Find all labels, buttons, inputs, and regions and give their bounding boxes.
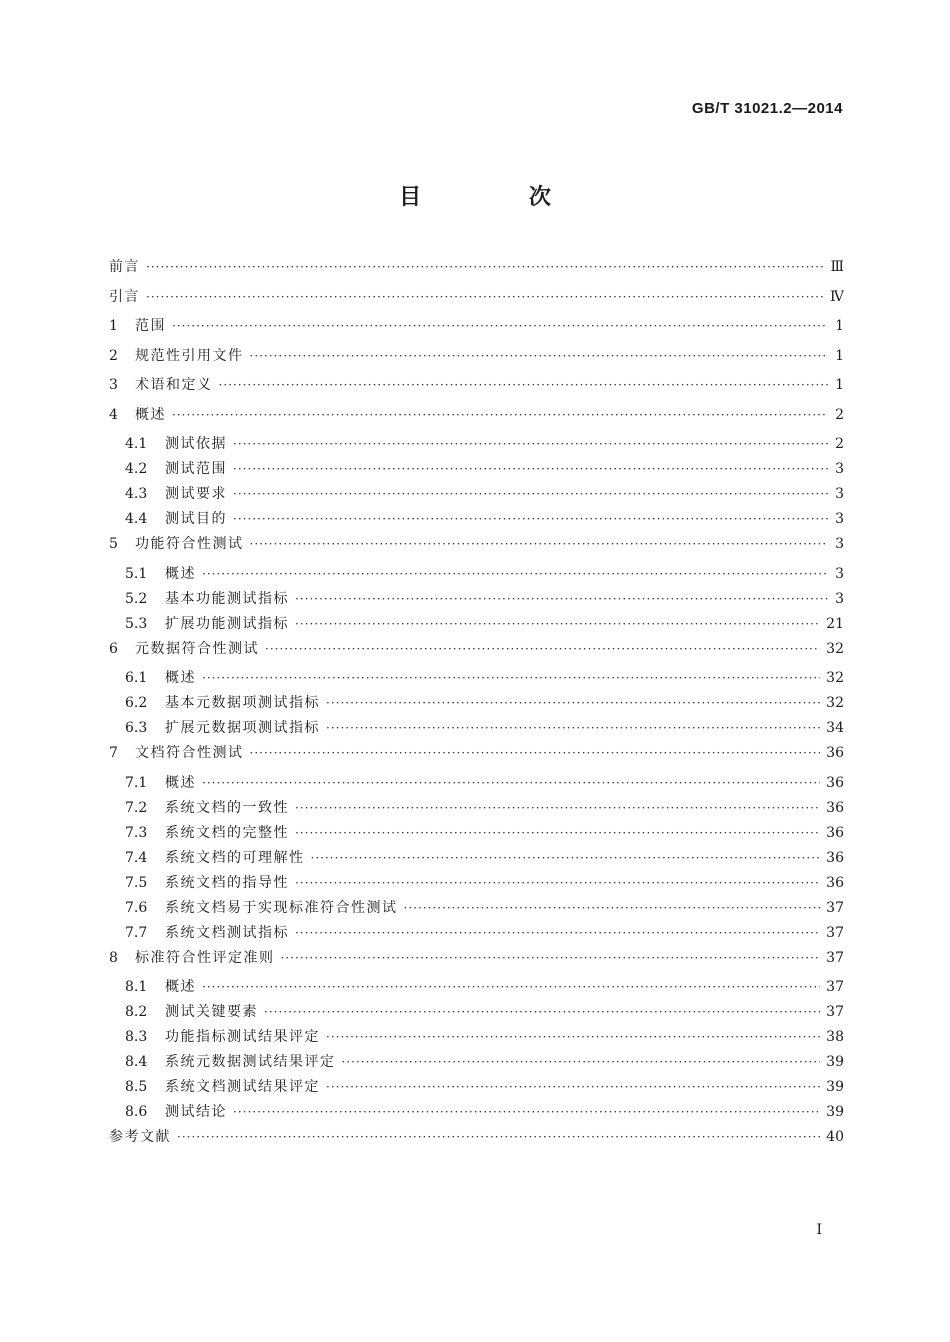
toc-dot-leader <box>219 378 829 392</box>
toc-entry-label: 基本元数据项测试指标 <box>165 695 320 711</box>
toc-entry[interactable] <box>109 345 844 375</box>
toc-entry-number: 6.1 <box>125 670 148 686</box>
toc-entry-label: 系统文档测试结果评定 <box>165 1079 320 1095</box>
toc-entry[interactable] <box>109 374 844 404</box>
toc-entry-label: 元数据符合性测试 <box>135 640 259 657</box>
toc-dot-leader <box>250 349 829 363</box>
table-of-contents <box>109 256 844 1156</box>
toc-entry-page: 39 <box>826 1079 844 1095</box>
toc-entry-page: Ⅳ <box>830 288 844 305</box>
toc-entry-page: 37 <box>826 949 844 966</box>
toc-entry-page: 39 <box>826 1054 844 1070</box>
toc-entry-number: 5 <box>109 536 118 552</box>
toc-entry-number: 1 <box>109 318 118 334</box>
toc-dot-leader <box>172 319 828 333</box>
toc-entry-page: 32 <box>826 695 844 711</box>
toc-entry-page: 1 <box>835 347 844 364</box>
toc-dot-leader <box>264 1005 820 1019</box>
toc-dot-leader <box>326 1030 820 1044</box>
toc-entry[interactable] <box>109 717 844 742</box>
toc-entry-page: 34 <box>826 720 844 736</box>
toc-entry-page: 37 <box>826 1004 844 1020</box>
toc-entry-number: 7.7 <box>125 924 148 941</box>
toc-entry-label: 系统文档的可理解性 <box>165 849 305 866</box>
toc-dot-leader <box>202 671 820 685</box>
toc-entry[interactable] <box>109 433 844 458</box>
toc-entry[interactable] <box>109 742 844 772</box>
toc-dot-leader <box>295 801 820 815</box>
toc-entry[interactable] <box>109 256 844 286</box>
toc-entry-page: Ⅲ <box>830 259 844 275</box>
toc-entry-label: 前言 <box>109 259 140 275</box>
toc-entry[interactable] <box>109 897 844 922</box>
toc-entry-label: 概述 <box>165 774 196 791</box>
toc-entry-label: 规范性引用文件 <box>135 347 244 364</box>
toc-entry[interactable] <box>109 638 844 668</box>
toc-entry-number: 4.3 <box>125 486 148 502</box>
toc-dot-leader <box>233 437 828 451</box>
toc-entry[interactable] <box>109 797 844 822</box>
toc-entry-number: 4.4 <box>125 511 148 527</box>
toc-entry-page: 3 <box>835 486 844 502</box>
toc-dot-leader <box>326 721 820 735</box>
toc-entry-label: 标准符合性评定准则 <box>135 949 275 966</box>
toc-entry-number: 7.4 <box>125 849 148 866</box>
toc-entry-label: 系统文档的一致性 <box>165 799 289 816</box>
toc-entry-label: 引言 <box>109 288 140 305</box>
toc-entry-page: 36 <box>826 799 844 816</box>
toc-entry-label: 系统文档的完整性 <box>165 824 289 841</box>
toc-entry-label: 参考文献 <box>109 1129 171 1145</box>
toc-entry-page: 3 <box>835 461 844 477</box>
toc-entry[interactable] <box>109 508 844 533</box>
toc-dot-leader <box>250 746 821 760</box>
toc-dot-leader <box>233 512 828 526</box>
toc-entry-number: 6 <box>109 640 118 657</box>
toc-entry-number: 7.2 <box>125 799 148 816</box>
toc-entry-page: 3 <box>835 565 844 582</box>
toc-entry[interactable] <box>109 1051 844 1076</box>
toc-entry[interactable] <box>109 563 844 588</box>
toc-entry[interactable] <box>109 533 844 563</box>
toc-entry-number: 6.3 <box>125 720 148 736</box>
toc-entry-label: 测试关键要素 <box>165 1004 258 1020</box>
toc-entry-number: 5.2 <box>125 590 148 607</box>
toc-entry-number: 8.2 <box>125 1004 148 1020</box>
toc-entry[interactable] <box>109 772 844 797</box>
page-title: 目 次 <box>399 184 601 210</box>
toc-entry[interactable] <box>109 588 844 613</box>
toc-entry-label: 概述 <box>165 565 196 582</box>
toc-dot-leader <box>326 1080 820 1094</box>
toc-dot-leader <box>233 487 828 501</box>
toc-entry-number: 5.3 <box>125 615 148 632</box>
toc-entry-number: 7.1 <box>125 774 148 791</box>
toc-entry-number: 8.6 <box>125 1104 148 1120</box>
toc-dot-leader <box>295 617 820 631</box>
toc-entry[interactable] <box>109 872 844 897</box>
toc-entry-page: 37 <box>826 924 844 941</box>
toc-entry-page: 36 <box>826 774 844 791</box>
toc-entry-page: 2 <box>835 406 844 423</box>
toc-entry-number: 3 <box>109 377 118 393</box>
toc-entry-number: 4 <box>109 406 118 423</box>
toc-entry-page: 36 <box>826 849 844 866</box>
toc-entry-page: 40 <box>826 1129 844 1145</box>
toc-entry-number: 6.2 <box>125 695 148 711</box>
toc-dot-leader <box>404 901 821 915</box>
toc-entry-page: 36 <box>826 874 844 891</box>
toc-entry-label: 概述 <box>135 406 166 423</box>
toc-entry[interactable] <box>109 315 844 345</box>
toc-entry-number: 7 <box>109 745 118 761</box>
toc-entry-page: 36 <box>826 824 844 841</box>
toc-dot-leader <box>172 408 828 422</box>
toc-entry-page: 3 <box>835 536 844 552</box>
toc-dot-leader <box>177 1130 820 1144</box>
toc-dot-leader <box>250 537 829 551</box>
toc-entry-page: 32 <box>826 670 844 686</box>
toc-entry-page: 37 <box>826 899 844 916</box>
toc-entry-label: 测试要求 <box>165 486 227 502</box>
toc-entry[interactable] <box>109 483 844 508</box>
toc-entry[interactable] <box>109 847 844 872</box>
toc-entry-number: 4.2 <box>125 461 148 477</box>
footer-page-number: I <box>816 1222 822 1238</box>
toc-entry-page: 2 <box>835 436 844 452</box>
standard-code: GB/T 31021.2—2014 <box>691 100 843 117</box>
toc-entry-number: 2 <box>109 347 118 364</box>
toc-entry-label: 测试目的 <box>165 511 227 527</box>
toc-dot-leader <box>295 826 820 840</box>
toc-entry-page: 38 <box>826 1029 844 1045</box>
toc-dot-leader <box>265 642 820 656</box>
toc-dot-leader <box>295 926 820 940</box>
toc-entry-label: 文档符合性测试 <box>135 745 244 761</box>
toc-dot-leader <box>311 851 821 865</box>
toc-entry-number: 8.5 <box>125 1079 148 1095</box>
toc-entry[interactable] <box>109 1076 844 1101</box>
toc-dot-leader <box>146 290 824 304</box>
toc-entry-page: 37 <box>826 979 844 995</box>
toc-entry-number: 8 <box>109 949 118 966</box>
toc-entry[interactable] <box>109 404 844 434</box>
toc-entry[interactable] <box>109 1101 844 1126</box>
toc-entry-label: 测试依据 <box>165 436 227 452</box>
toc-entry-number: 8.3 <box>125 1029 148 1045</box>
toc-entry[interactable] <box>109 692 844 717</box>
toc-entry-label: 扩展元数据项测试指标 <box>165 720 320 736</box>
toc-entry-number: 4.1 <box>125 436 148 452</box>
toc-entry-page: 1 <box>835 318 844 334</box>
toc-entry-number: 5.1 <box>125 565 148 582</box>
toc-entry-number: 7.6 <box>125 899 148 916</box>
toc-entry-label: 系统元数据测试结果评定 <box>165 1054 336 1070</box>
toc-entry-label: 测试结论 <box>165 1104 227 1120</box>
toc-entry[interactable] <box>109 1126 844 1156</box>
toc-dot-leader <box>342 1055 821 1069</box>
toc-entry-page: 39 <box>826 1104 844 1120</box>
toc-entry-number: 7.3 <box>125 824 148 841</box>
toc-dot-leader <box>295 592 828 606</box>
toc-entry-page: 3 <box>835 511 844 527</box>
toc-entry[interactable] <box>109 822 844 847</box>
toc-entry-number: 8.1 <box>125 979 148 995</box>
toc-entry[interactable] <box>109 458 844 483</box>
toc-entry-page: 3 <box>835 590 844 607</box>
toc-dot-leader <box>202 980 820 994</box>
toc-entry[interactable] <box>109 947 844 977</box>
toc-entry-label: 概述 <box>165 979 196 995</box>
toc-entry-label: 系统文档易于实现标准符合性测试 <box>165 899 398 916</box>
toc-dot-leader <box>295 876 820 890</box>
toc-entry-page: 21 <box>826 615 844 632</box>
toc-dot-leader <box>202 776 820 790</box>
toc-entry-page: 32 <box>826 640 844 657</box>
toc-entry[interactable] <box>109 1026 844 1051</box>
toc-entry-label: 功能指标测试结果评定 <box>165 1029 320 1045</box>
toc-entry-page: 1 <box>835 377 844 393</box>
toc-entry[interactable] <box>109 922 844 947</box>
toc-dot-leader <box>326 696 820 710</box>
toc-entry-label: 扩展功能测试指标 <box>165 615 289 632</box>
toc-dot-leader <box>146 260 824 274</box>
toc-entry-page: 36 <box>826 745 844 761</box>
toc-entry[interactable] <box>109 667 844 692</box>
toc-entry-number: 8.4 <box>125 1054 148 1070</box>
toc-entry[interactable] <box>109 1001 844 1026</box>
toc-dot-leader <box>202 567 828 581</box>
toc-dot-leader <box>281 951 821 965</box>
toc-entry[interactable] <box>109 976 844 1001</box>
toc-entry-label: 测试范围 <box>165 461 227 477</box>
toc-entry-label: 范围 <box>135 318 166 334</box>
toc-entry-number: 7.5 <box>125 874 148 891</box>
toc-entry[interactable] <box>109 613 844 638</box>
toc-entry-label: 系统文档的指导性 <box>165 874 289 891</box>
toc-entry-label: 术语和定义 <box>135 377 213 393</box>
toc-entry-label: 基本功能测试指标 <box>165 590 289 607</box>
toc-entry-label: 概述 <box>165 670 196 686</box>
toc-dot-leader <box>233 462 828 476</box>
toc-dot-leader <box>233 1105 820 1119</box>
toc-entry-label: 功能符合性测试 <box>135 536 244 552</box>
toc-entry[interactable] <box>109 286 844 316</box>
toc-entry-label: 系统文档测试指标 <box>165 924 289 941</box>
